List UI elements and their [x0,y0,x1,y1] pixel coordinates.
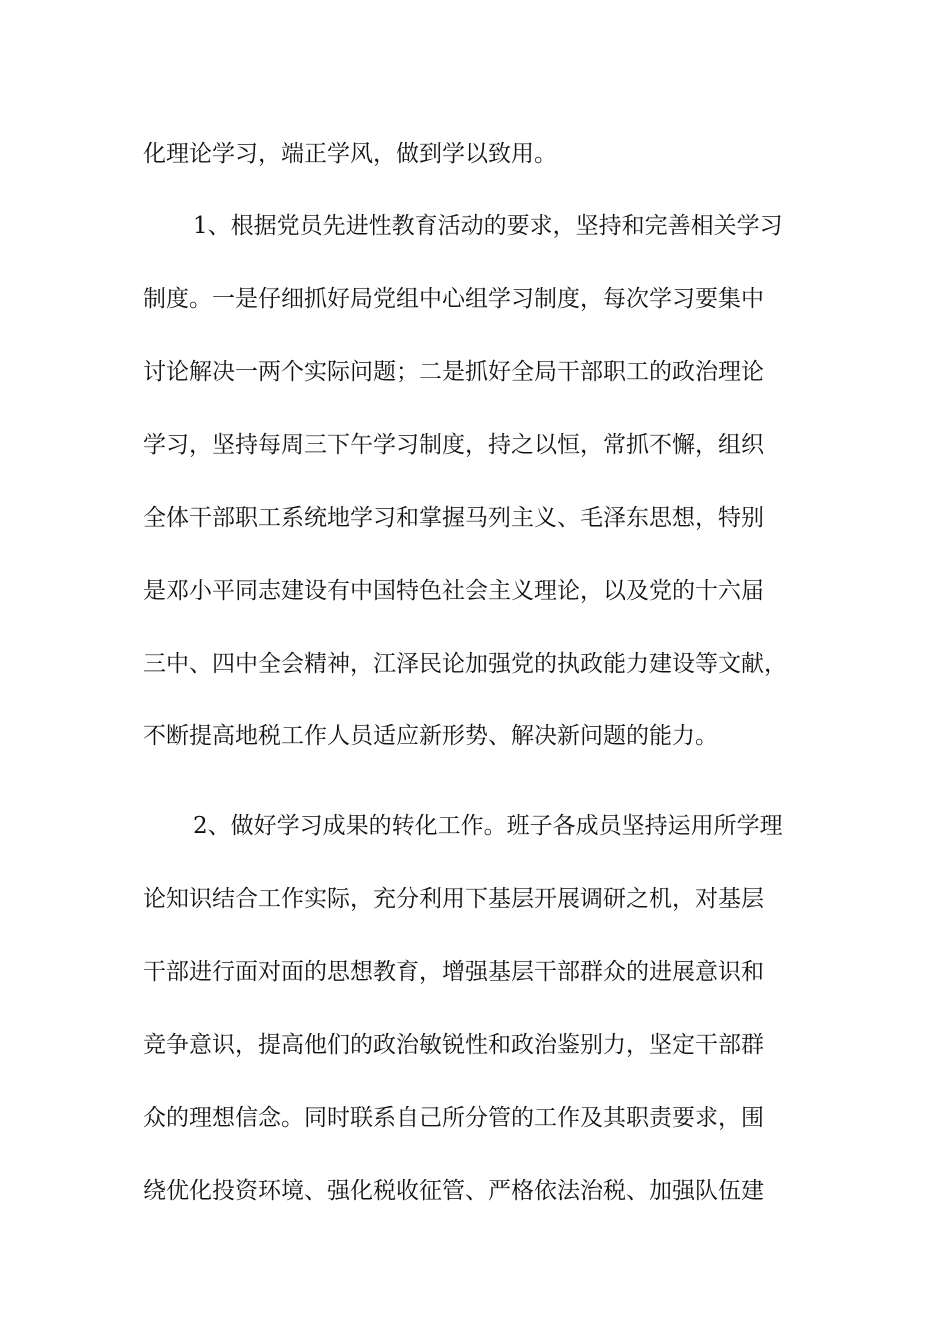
text-line: 论知识结合工作实际，充分利用下基层开展调研之机，对基层 [143,886,764,912]
text-line: 全体干部职工系统地学习和掌握马列主义、毛泽东思想，特别 [143,505,764,531]
text-line: 学习，坚持每周三下午学习制度，持之以恒，常抓不懈，组织 [143,432,764,458]
text-line: 三中、四中全会精神，江泽民论加强党的执政能力建设等文献， [143,651,787,677]
text-line: 1、根据党员先进性教育活动的要求，坚持和完善相关学习 [193,213,783,239]
text-line: 讨论解决一两个实际问题；二是抓好全局干部职工的政治理论 [143,359,764,385]
text-line: 竞争意识，提高他们的政治敏锐性和政治鉴别力，坚定干部群 [143,1032,764,1058]
text-line: 绕优化投资环境、强化税收征管、严格依法治税、加强队伍建 [143,1178,764,1204]
text-line: 干部进行面对面的思想教育，增强基层干部群众的进展意识和 [143,959,764,985]
text-line: 不断提高地税工作人员适应新形势、解决新问题的能力。 [143,723,718,749]
text-line: 众的理想信念。同时联系自己所分管的工作及其职责要求，围 [143,1105,764,1131]
text-line: 制度。一是仔细抓好局党组中心组学习制度，每次学习要集中 [143,286,764,312]
text-line: 是邓小平同志建设有中国特色社会主义理论，以及党的十六届 [143,578,764,604]
text-line: 化理论学习，端正学风，做到学以致用。 [143,141,557,167]
text-line: 2、做好学习成果的转化工作。班子各成员坚持运用所学理 [193,813,783,839]
